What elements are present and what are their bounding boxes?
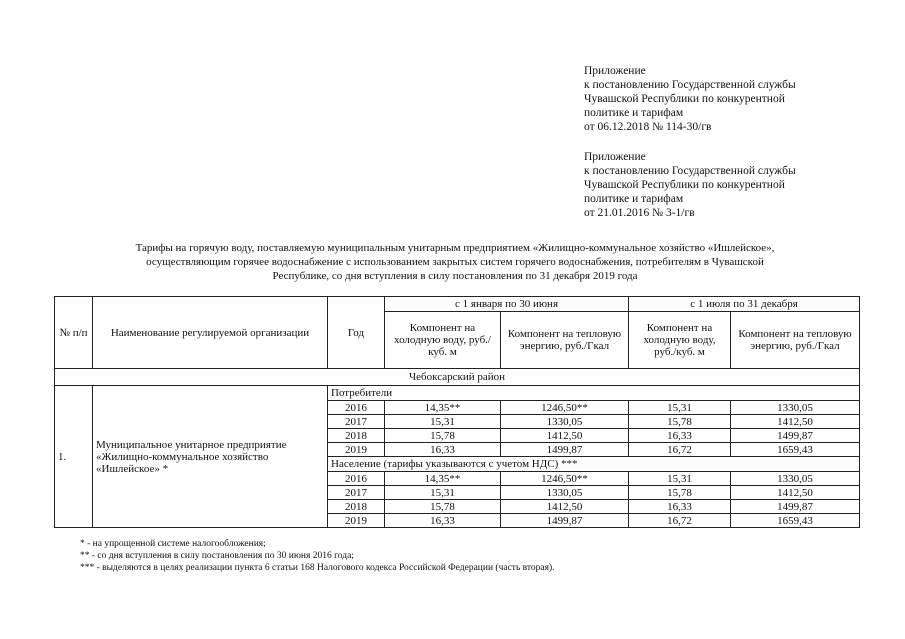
group-label-population: Население (тарифы указываются с учетом НДС) *** (328, 457, 860, 472)
cold-water-cell-2: 16,33 (629, 500, 731, 514)
period-header-second-half: с 1 июля по 31 декабря (629, 297, 860, 312)
heading-line: Тарифы на горячую воду, поставляемую муниципальным унитарным предприятием «Жилищно-коммунальное хозяйство «Ишлейское», (135, 242, 775, 254)
heat-energy-cell-2: 1412,50 (731, 415, 860, 429)
cold-water-cell-1: 14,35** (385, 401, 501, 415)
cold-water-cell-2: 15,78 (629, 486, 731, 500)
footnote: ** - со дня вступления в силу постановления по 30 июня 2016 года; (80, 551, 354, 561)
appendix-block-original (584, 150, 884, 220)
heat-energy-cell-1: 1246,50** (501, 472, 629, 486)
col-header-organization: Наименование регулируемой организации (93, 297, 328, 369)
appendix-line: к постановлению Государственной службы (584, 165, 796, 177)
year-cell: 2016 (328, 401, 385, 415)
heat-energy-cell-1: 1330,05 (501, 486, 629, 500)
cold-water-cell-2: 15,31 (629, 472, 731, 486)
cold-water-cell-2: 15,31 (629, 401, 731, 415)
cold-water-cell-2: 16,72 (629, 514, 731, 528)
cold-water-cell-1: 16,33 (385, 514, 501, 528)
appendix-line: политике и тарифам (584, 193, 684, 205)
heat-energy-cell-1: 1499,87 (501, 443, 629, 457)
region-label: Чебоксарский район (55, 369, 860, 386)
header-row-periods (55, 297, 860, 312)
cold-water-cell-1: 15,31 (385, 415, 501, 429)
appendix-line: Чувашской Республики по конкурентной (584, 93, 785, 105)
heat-energy-cell-2: 1499,87 (731, 429, 860, 443)
cold-water-cell-2: 16,72 (629, 443, 731, 457)
appendix-line: от 06.12.2018 № 114-30/гв (584, 121, 712, 133)
region-row (55, 369, 860, 386)
heat-energy-cell-2: 1659,43 (731, 514, 860, 528)
year-cell: 2016 (328, 472, 385, 486)
year-cell: 2019 (328, 443, 385, 457)
document-heading (60, 241, 850, 283)
year-cell: 2019 (328, 514, 385, 528)
heat-energy-cell-2: 1330,05 (731, 472, 860, 486)
footnote: *** - выделяются в целях реализации пункта 6 статьи 168 Налогового кодекса Российской Федерации (часть вторая). (80, 563, 555, 573)
heat-energy-cell-2: 1330,05 (731, 401, 860, 415)
year-cell: 2018 (328, 429, 385, 443)
heading-line: Республике, со дня вступления в силу постановления по 31 декабря 2019 года (272, 270, 638, 282)
heading-line: осуществляющим горячее водоснабжение с использованием закрытых систем горячего водоснабжения, потребителям в Чувашской (146, 256, 764, 268)
heat-energy-cell-1: 1412,50 (501, 500, 629, 514)
col-header-heat-energy-1: Компонент на тепловую энергию, руб./Гкал (501, 312, 629, 369)
appendix-line: политике и тарифам (584, 107, 684, 119)
cold-water-cell-1: 15,78 (385, 500, 501, 514)
footnote: * - на упрощенной системе налогообложения; (80, 539, 266, 549)
year-cell: 2018 (328, 500, 385, 514)
col-header-year: Год (328, 297, 385, 369)
group-row-consumers (55, 386, 860, 401)
period-header-first-half: с 1 января по 30 июня (385, 297, 629, 312)
year-cell: 2017 (328, 486, 385, 500)
row-number: 1. (55, 386, 93, 528)
organization-name: Муниципальное унитарное предприятие «Жилищно-коммунальное хозяйство «Ишлейское» * (93, 386, 328, 528)
heat-energy-cell-2: 1499,87 (731, 500, 860, 514)
cold-water-cell-1: 14,35** (385, 472, 501, 486)
cold-water-cell-2: 16,33 (629, 429, 731, 443)
heat-energy-cell-2: 1659,43 (731, 443, 860, 457)
appendix-block-current (584, 64, 884, 134)
cold-water-cell-1: 15,31 (385, 486, 501, 500)
col-header-number: № п/п (55, 297, 93, 369)
heat-energy-cell-1: 1330,05 (501, 415, 629, 429)
footnotes (80, 538, 555, 574)
col-header-cold-water-1: Компонент на холодную воду, руб./куб. м (385, 312, 501, 369)
cold-water-cell-1: 16,33 (385, 443, 501, 457)
appendix-line: от 21.01.2016 № 3-1/гв (584, 207, 695, 219)
col-header-cold-water-2: Компонент на холодную воду, руб./куб. м (629, 312, 731, 369)
appendix-line: Приложение (584, 151, 646, 163)
cold-water-cell-2: 15,78 (629, 415, 731, 429)
appendix-line: Приложение (584, 65, 646, 77)
cold-water-cell-1: 15,78 (385, 429, 501, 443)
heat-energy-cell-1: 1412,50 (501, 429, 629, 443)
year-cell: 2017 (328, 415, 385, 429)
col-header-heat-energy-2: Компонент на тепловую энергию, руб./Гкал (731, 312, 860, 369)
heat-energy-cell-1: 1246,50** (501, 401, 629, 415)
appendix-line: к постановлению Государственной службы (584, 79, 796, 91)
group-label-consumers: Потребители (328, 386, 860, 401)
tariff-table (54, 296, 860, 528)
heat-energy-cell-2: 1412,50 (731, 486, 860, 500)
appendix-line: Чувашской Республики по конкурентной (584, 179, 785, 191)
heat-energy-cell-1: 1499,87 (501, 514, 629, 528)
